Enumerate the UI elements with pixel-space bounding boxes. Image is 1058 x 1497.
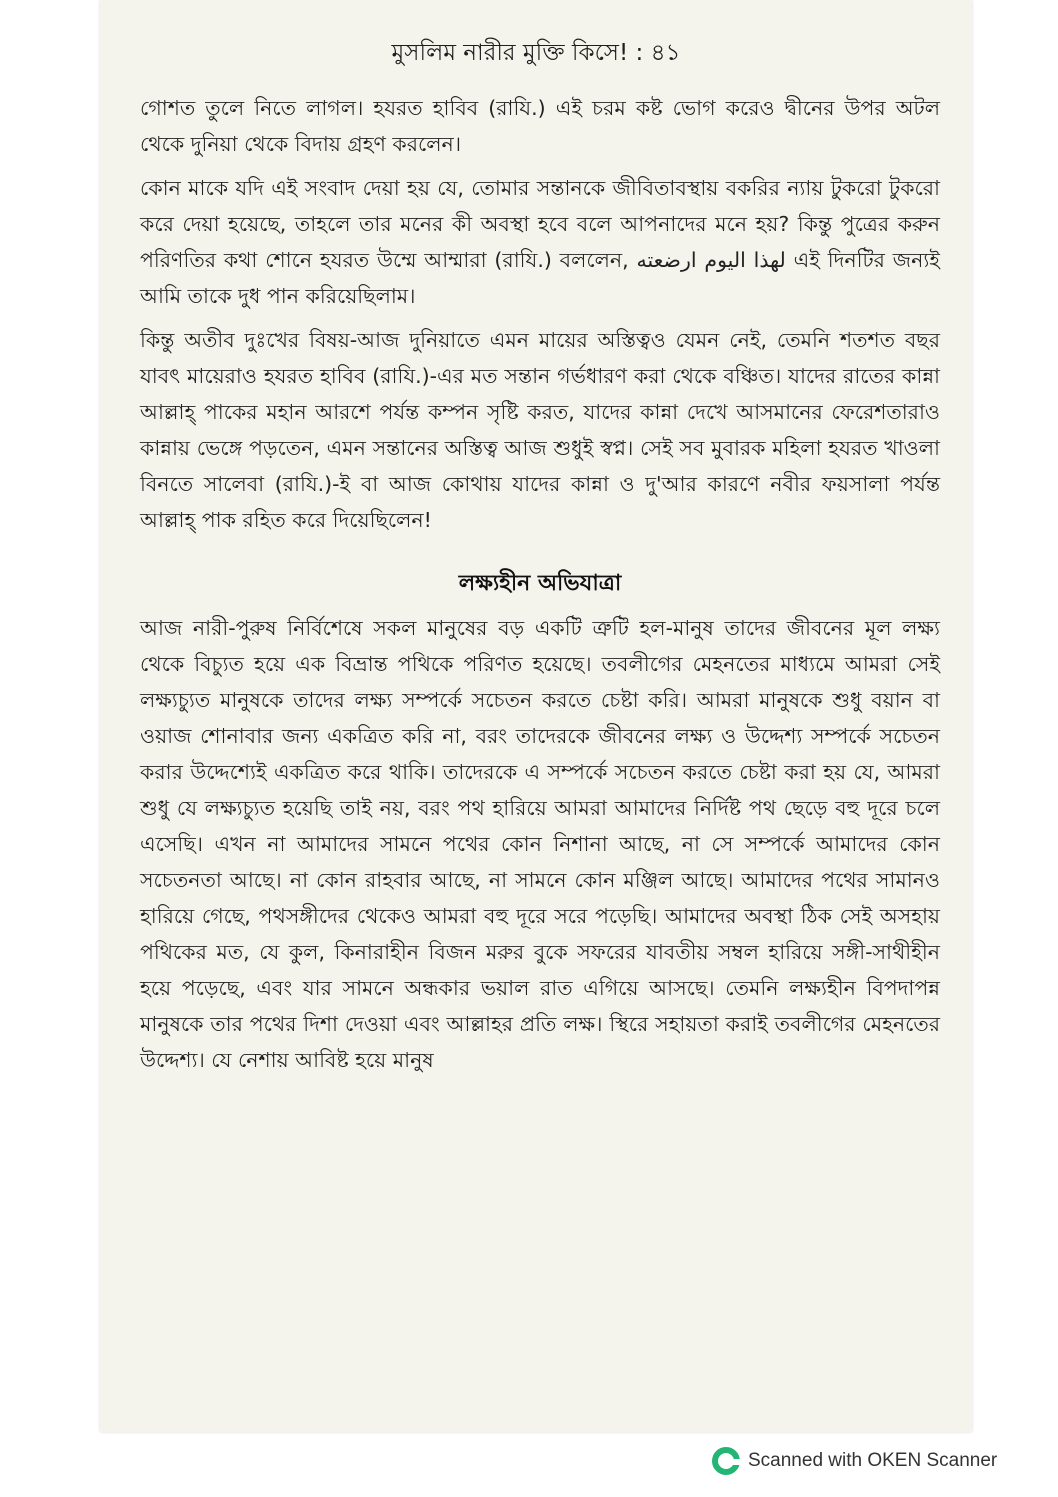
paragraph-2 [140, 170, 940, 314]
paragraph-1: গোশত তুলে নিতে লাগল। হযরত হাবিব (রাযি.) এই চরম কষ্ট ভোগ করেও দ্বীনের উপর অটল থেকে দুনিয়া থেকে বিদায় গ্রহণ করলেন। [140, 96, 940, 156]
scanner-watermark [712, 1447, 997, 1475]
page-body [140, 90, 940, 1086]
section-body: আজ নারী-পুরুষ নির্বিশেষে সকল মানুষের বড় একটি ত্রুটি হল-মানুষ তাদের জীবনের মূল লক্ষ্য থেকে বিচ্যুত হয়ে এক বিভ্রান্ত পথিকে পরিণত হয়েছে। তবলীগের মেহনতের মাধ্যমে আমরা সেই লক্ষ্যচ্যুত মানুষকে তাদের লক্ষ্য সম্পর্কে সচেতন করতে চেষ্টা করি। আমরা মানুষকে শুধু বয়ান বা ওয়াজ শোনাবার জন্য একত্রিত করি না, বরং তাদেরকে জীবনের লক্ষ্য ও উদ্দেশ্য সম্পর্কে সচেতন করার উদ্দেশ্যেই একত্রিত করে থাকি। তাদেরকে এ সম্পর্কে সচেতন করতে চেষ্টা করা হয় যে, আমরা শুধু যে লক্ষ্যচ্যুত হয়েছি তাই নয়, বরং পথ হারিয়ে আমরা আমাদের নির্দিষ্ট পথ ছেড়ে বহু দূরে চলে এসেছি। এখন না আমাদের সামনে পথের কোন নিশানা আছে, না সে সম্পর্কে আমাদের কোন সচেতনতা আছে। না কোন রাহবার আছে, না সামনে কোন মঞ্জিল আছে। আমাদের পথের সামানও হারিয়ে গেছে, পথসঙ্গীদের থেকেও আমরা বহু দূরে সরে পড়েছি। আমাদের অবস্থা ঠিক সেই অসহায় পথিকের মত, যে কুল, কিনারাহীন বিজন মরুর বুকে সফরের যাবতীয় সম্বল হারিয়ে সঙ্গী-সাথীহীন হয়ে পড়েছে, এবং যার সামনে অন্ধকার ভয়াল রাত এগিয়ে আসছে। তেমনি লক্ষ্যহীন বিপদাপন্ন মানুষকে তার পথের দিশা দেওয়া এবং আল্লাহর প্রতি লক্ষ। স্থিরে সহায়তা করাই তবলীগের মেহনতের উদ্দেশ্য। যে নেশায় আবিষ্ট হয়ে মানুষ [140, 616, 940, 1072]
scanner-watermark-text: Scanned with OKEN Scanner [748, 1450, 998, 1471]
paragraph-2-text-b: এই দিনটির জন্যই আমি তাকে দুধ পান করিয়েছিলাম। [140, 248, 940, 308]
paragraph-2-text-a: কোন মাকে যদি এই সংবাদ দেয়া হয় যে, তোমার সন্তানকে জীবিতাবস্থায় বকরির ন্যায় টুকরো টুকরো করে দেয়া হয়েছে, তাহলে তার মনের কী অবস্থা হবে বলে আপনাদের মনে হয়? কিন্তু পুত্রের করুন পরিণতির কথা শোনে হযরত উম্মে আম্মারা (রাযি.) বললেন, [140, 176, 940, 272]
oken-scanner-logo-icon [712, 1447, 740, 1475]
paragraph-3: কিন্তু অতীব দুঃখের বিষয়-আজ দুনিয়াতে এমন মায়ের অস্তিত্বও যেমন নেই, তেমনি শতশত বছর যাবৎ মায়েরাও হযরত হাবিব (রাযি.)-এর মত সন্তান গর্ভধারণ করা থেকে বঞ্চিত। যাদের রাতের কান্না আল্লাহ্ পাকের মহান আরশে পর্যন্ত কম্পন সৃষ্টি করত, যাদের কান্না দেখে আসমানের ফেরেশতারাও কান্নায় ভেঙ্গে পড়তেন, এমন সন্তানের অস্তিত্ব আজ শুধুই স্বপ্ন। সেই সব মুবারক মহিলা হযরত খাওলা বিনতে সালেবা (রাযি.)-ই বা আজ কোথায় যাদের কান্না ও দু'আর কারণে নবীর ফয়সালা পর্যন্ত আল্লাহ্ পাক রহিত করে দিয়েছিলেন! [140, 328, 940, 532]
section-heading: লক্ষ্যহীন অভিযাত্রা [458, 571, 622, 596]
arabic-quote: لهذا اليوم ارضعته [636, 248, 786, 272]
book-page [100, 0, 972, 1432]
page-header: মুসলিম নারীর মুক্তি কিসে! : ৪১ [391, 40, 681, 66]
